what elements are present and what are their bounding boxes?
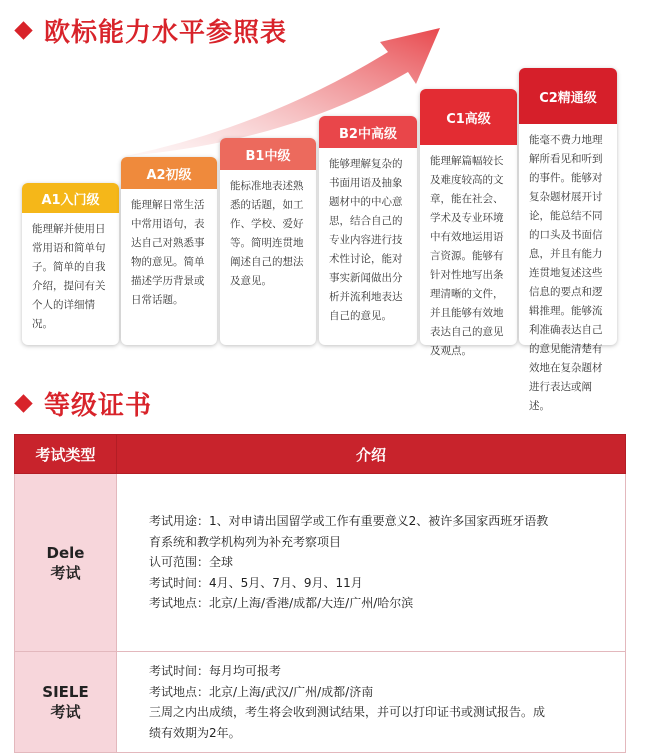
intro-line: 考试时间：每月均可报考 xyxy=(149,664,282,678)
level-card-c2 xyxy=(519,68,617,412)
table-row-siele xyxy=(15,652,626,753)
section-title-certificates xyxy=(14,385,152,422)
diamond-icon xyxy=(14,394,32,412)
exam-intro-cell xyxy=(117,652,626,753)
level-card-c1 xyxy=(420,89,517,357)
level-card-a1 xyxy=(22,183,119,345)
certificate-table xyxy=(14,434,626,753)
level-desc: 能毫不费力地理解所看见和听到的事件。能够对复杂题材展开讨论，能总结不同的口头及书面信息，并且有能力连贯地复述这些信息的要点和逻辑推理。能够流利准确表达自己的意见能清楚有效地在复杂题材进行表达或阐述。 xyxy=(529,134,603,412)
level-card-b2 xyxy=(319,116,417,345)
intro-line: 考试用途：1、对申请出国留学或工作有重要意义2、被许多国家西班牙语教 xyxy=(149,514,549,529)
level-name: A1入门级 xyxy=(22,183,119,213)
level-name: B2中高级 xyxy=(319,116,417,148)
level-desc: 能理解并使用日常用语和简单句子。简单的自我介绍，提问有关个人的详细情况。 xyxy=(32,223,106,330)
intro-line: 考试地点：北京/上海/武汉/广州/成都/济南 xyxy=(149,684,374,699)
section-title-text: 欧标能力水平参照表 xyxy=(44,18,288,48)
exam-intro-cell xyxy=(117,474,626,652)
intro-line: 考试地点：北京/上海/香港/成都/大连/广州/哈尔滨 xyxy=(149,596,414,611)
level-desc: 能标准地表述熟悉的话题，如工作、学校、爱好等。简明连贯地阐述自己的想法及意见。 xyxy=(230,180,304,287)
level-desc: 能理解日常生活中常用语句，表达自己对熟悉事物的意见。简单描述学历背景或日常话题。 xyxy=(131,199,205,306)
header-exam-type: 考试类型 xyxy=(15,435,117,474)
intro-line: 育系统和教学机构列为补充考察项目 xyxy=(149,534,342,549)
table-header-row xyxy=(15,435,626,474)
section-title-text: 等级证书 xyxy=(44,391,153,421)
level-name: B1中级 xyxy=(220,138,316,170)
level-desc: 能理解篇幅较长及难度较高的文章，能在社会、学术及专业环境中有效地运用语言资源。能够有针对性地写出条理清晰的文件，并且能够有效地表达自己的意见及观点。 xyxy=(430,155,504,357)
exam-type-cell xyxy=(15,652,117,753)
exam-type-suffix: 考试 xyxy=(50,703,81,721)
level-card-b1 xyxy=(220,138,316,345)
level-name: A2初级 xyxy=(121,157,217,189)
intro-line: 绩有效期为2年。 xyxy=(149,725,241,740)
intro-line: 三周之内出成绩，考生将会收到测试结果，并可以打印证书或测试报告。成 xyxy=(149,705,546,719)
level-desc: 能够理解复杂的书面用语及抽象题材中的中心意思，结合自己的专业内容进行技术性讨论，能对事实新闻做出分析并流利地表达自己的意见。 xyxy=(329,158,403,322)
exam-type-name: Dele xyxy=(46,543,85,562)
exam-type-cell xyxy=(15,474,117,652)
level-card-a2 xyxy=(121,157,217,345)
intro-line: 认可范围：全球 xyxy=(149,555,234,570)
level-name: C1高级 xyxy=(420,89,517,145)
table-row-dele xyxy=(15,474,626,652)
level-name: C2精通级 xyxy=(519,68,617,124)
diamond-icon xyxy=(14,21,32,39)
exam-type-name: SIELE xyxy=(42,683,89,701)
header-intro: 介绍 xyxy=(117,435,626,474)
intro-line: 考试时间：4月、5月、7月、9月、11月 xyxy=(149,575,363,590)
exam-type-suffix: 考试 xyxy=(50,563,81,582)
